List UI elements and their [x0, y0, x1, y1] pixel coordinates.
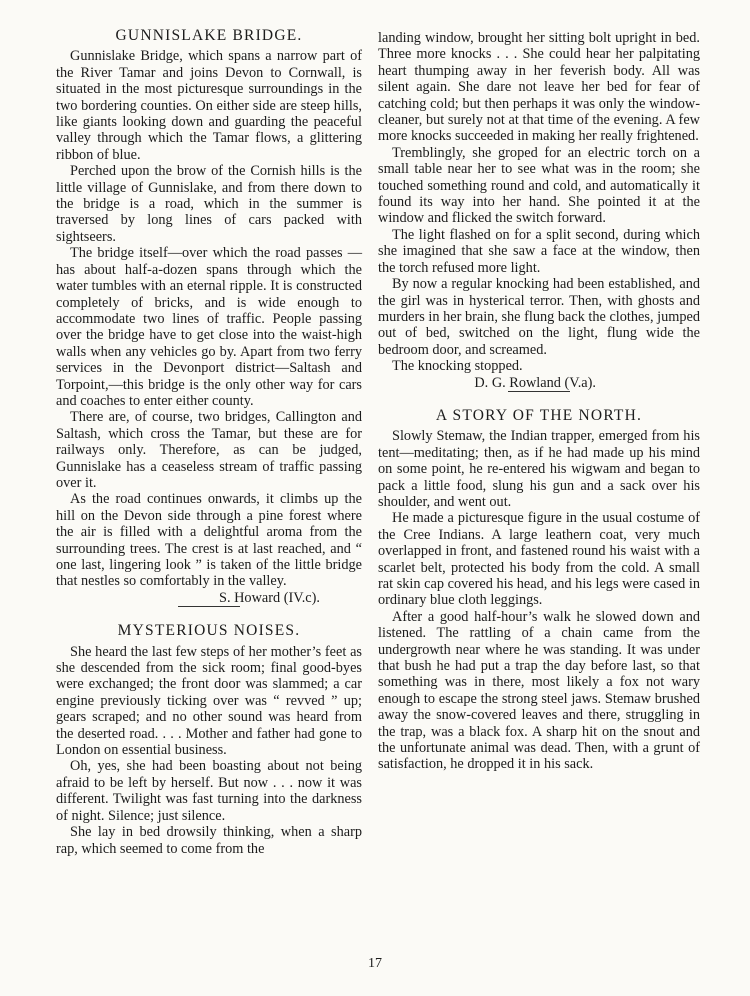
article-paragraph: He made a picturesque figure in the usual costume of the Cree Indians. A large leathern coat, very much overlapped in front, and fastened round his waist with a scarlet belt, protected his body from the cold. A small rat skin cap covered his head, and his legs were cased in ordinary blue cloth leggings. [378, 510, 700, 609]
article-paragraph: Oh, yes, she had been boasting about not being afraid to be left by herself. But now . . . now it was different. Twilight was fast turning into the darkness of night. Silence; just silence. [56, 758, 362, 824]
article-paragraph: The knocking stopped. [392, 358, 523, 375]
article-title-mysterious-noises: MYSTERIOUS NOISES. [117, 622, 301, 640]
article-paragraph: After a good half-hour’s walk he slowed down and listened. The rattling of a chain came from the undergrowth near where he was standing. It was under that bush he had put a trap the day before last, so that something was in there, most likely a fox not wary enough to escape the strong steel jaws. Stemaw brushed away the snow-covered leaves and there, struggling in the trap, was a black fox. A sharp hit on the snout and the unfortunate animal was dead. Then, with a grunt of satisfaction, he dropped it in his sack. [378, 608, 700, 773]
article-title-story-of-the-north: A STORY OF THE NORTH. [435, 406, 643, 424]
left-column [56, 28, 362, 857]
section-divider [508, 391, 570, 392]
article-paragraph: As the road continues onwards, it climbs up the hill on the Devon side through a pine forest where the air is filled with a delightful aroma from the surrounding trees. The crest is at last reached, and “ one last, lingering look ” is taken of the little bridge that nestles so comfortably in the valley. [56, 491, 362, 590]
section-divider [178, 606, 240, 607]
article-paragraph: By now a regular knocking had been established, and the girl was in hysterical terror. Then, with ghosts and murders in her brain, she flung back the clothes, jumped out of bed, switched on the light, flung wide the bedroom door, and screamed. [378, 276, 700, 358]
article-paragraph: The bridge itself—over which the road passes — has about half-a-dozen spans through which the water tumbles with an eternal ripple. It is constructed completely of bricks, and is wide enough to accommodate two lines of traffic. People passing over the bridge have to get close into the waist-high walls when any vehicles go by. Apart from two ferry services in the Devonport district—Saltash and Torpoint,—this bridge is the only other way for cars and coaches to enter either county. [56, 245, 362, 409]
author-signature: S. Howard (IV.c). [219, 589, 320, 606]
article-paragraph: She heard the last few steps of her mother’s feet as she descended from the sick room; final good-byes were exchanged; the front door was slammed; a car engine previously ticking over was “ revved ” up; gears scraped; and no other sound was heard from the deserted road. . . . Mother and father had gone to London on essential business. [56, 643, 362, 759]
article-paragraph-continued: landing window, brought her sitting bolt upright in bed. Three more knocks . . . She could hear her palpitating heart thumping away in her feverish body. All was silent again. She dare not leave her bed for fear of catching cold; but then perhaps it was only the window-cleaner, but surely not at that time of the evening. A few more knocks succeeded in making her really frightened. [378, 30, 700, 145]
article-paragraph: Gunnislake Bridge, which spans a narrow part of the River Tamar and joins Devon to Cornwall, is situated in the most picturesque surroundings in the two bordering counties. On either side are steep hills, like giants looking down and guarding the peaceful valley through which the Tamar flows, a glittering ribbon of blue. [56, 48, 362, 163]
article-paragraph: Perched upon the brow of the Cornish hills is the little village of Gunnislake, and from there down to the bridge is a road, which in the summer is traversed by long lines of cars packed with sightseers. [56, 163, 362, 245]
author-signature: D. G. Rowland (V.a). [474, 374, 596, 391]
article-paragraph: Tremblingly, she groped for an electric torch on a small table near her to see what was in the room; she touched something round and cold, and automatically it found its way into her hand. She pointed it at the window and flicked the switch forward. [378, 144, 700, 227]
article-paragraph: Slowly Stemaw, the Indian trapper, emerged from his tent—meditating; then, as if he had made up his mind on some point, he re-entered his wigwam and began to pack a little food, slung his gun and a sack over his shoulder, and went out. [378, 428, 700, 510]
article-paragraph: She lay in bed drowsily thinking, when a sharp rap, which seemed to come from the [56, 824, 362, 857]
right-column [378, 30, 700, 773]
article-paragraph: The light flashed on for a split second, during which she imagined that she saw a face at the window, then the torch refused more light. [378, 226, 700, 276]
article-title-gunnislake: GUNNISLAKE BRIDGE. [115, 27, 303, 44]
article-paragraph: There are, of course, two bridges, Callington and Saltash, which cross the Tamar, but these are for railways only. Therefore, as can be judged, Gunnislake has a ceaseless stream of traffic passing over it. [56, 409, 362, 491]
page-number: 17 [368, 956, 382, 971]
